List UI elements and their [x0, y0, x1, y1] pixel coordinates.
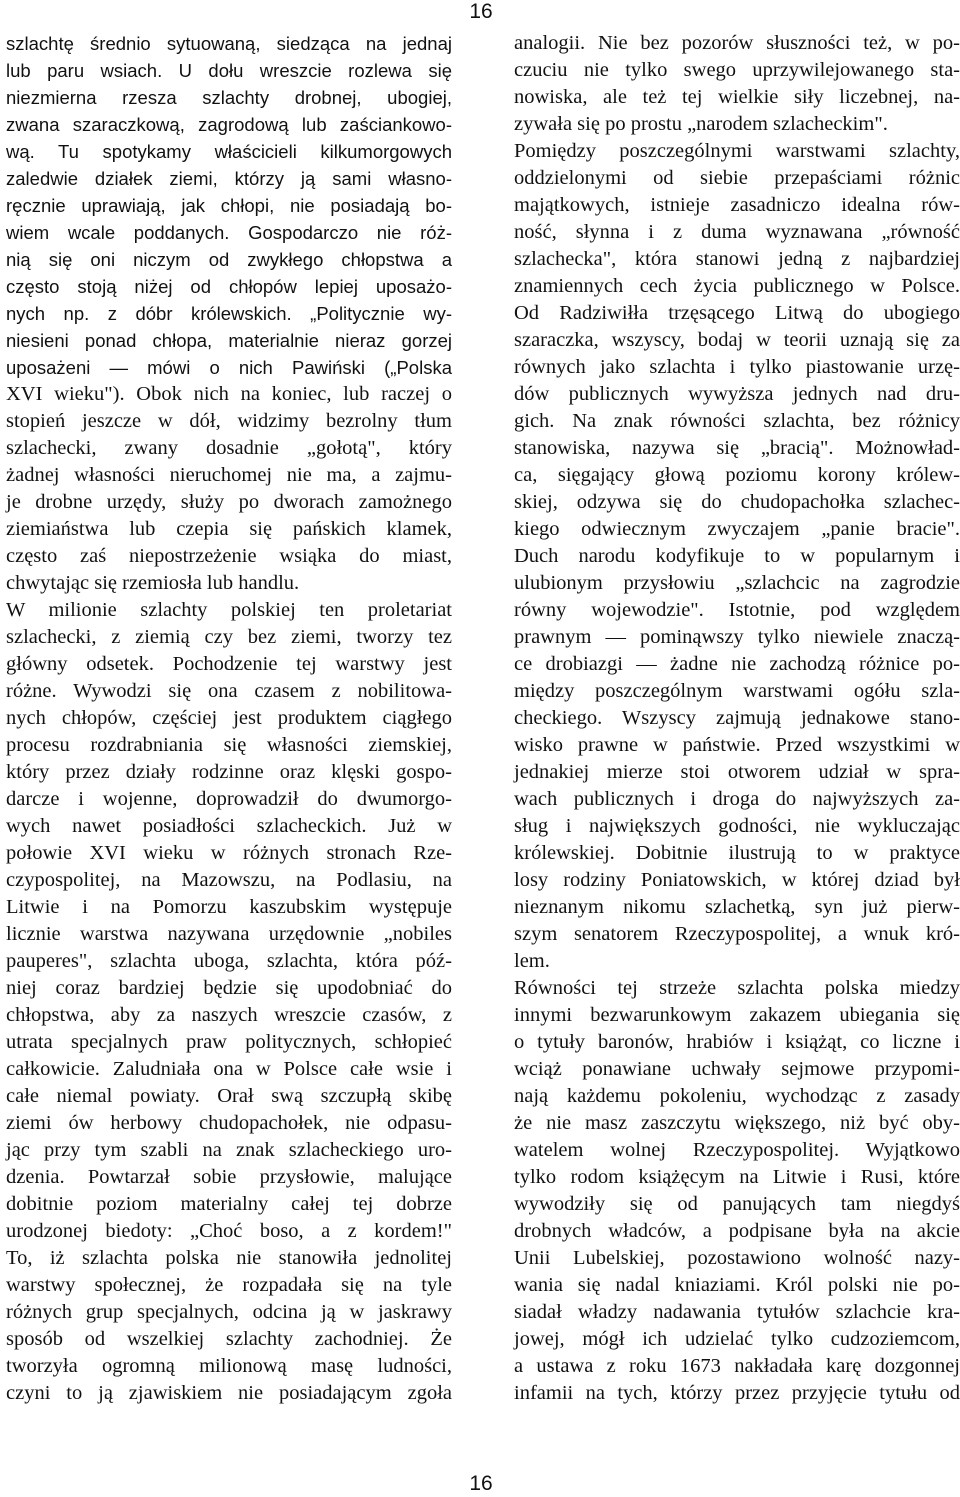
text-line: o tytuły baronów, hrabiów i książąt, co liczne i	[514, 1031, 960, 1053]
text-line: nych chłopów, częściej jest produktem ciągłego	[6, 707, 452, 729]
text-line: infamii na tych, którzy przez przyjęcie tytułu od	[514, 1382, 960, 1404]
text-line: różne. Wywodzi się ona czasem z nobilitowa-	[6, 680, 452, 702]
text-line: jąc przy tym szabli na znak szlacheckiego uro-	[6, 1139, 452, 1161]
text-line: losy rodziny Poniatowskich, w której dziad był	[514, 869, 960, 891]
text-line: innymi bezwarunkowym zakazem ubiegania się	[514, 1004, 960, 1026]
text-line: nych np. z dóbr królewskich. „Politycznie wy-	[6, 303, 452, 324]
text-line: znamiennych cech życia publicznego w Polsce.	[514, 275, 960, 297]
text-line: wciąż ponawiane uchwały sejmowe przypomi-	[514, 1058, 960, 1080]
text-line: między poszczególnym warstwami ogółu szla-	[514, 680, 960, 702]
text-line: szlachecka", która stanowi jedną z najbardziej	[514, 248, 960, 270]
text-line: Unii Lubelskiej, pozostawiono wolność nazy-	[514, 1247, 960, 1269]
text-line: Od Radziwiłła trzęsącego Litwą do ubogiego	[514, 302, 960, 324]
text-line: nią się oni niczym od zwykłego chłopstwa a	[6, 249, 452, 270]
text-line: że nie masz zaszczytu większego, niż być oby-	[514, 1112, 960, 1134]
text-line: Pomiędzy poszczególnymi warstwami szlachty,	[514, 140, 960, 162]
text-line: watelem wolnej Rzeczypospolitej. Wyjątkowo	[514, 1139, 960, 1161]
text-line: W milionie szlachty polskiej ten proletariat	[6, 599, 452, 621]
text-line: niej coraz bardziej będzie się upodobniać do	[6, 977, 452, 999]
text-line: nają każdemu pokoleniu, wychodząc z zasady	[514, 1085, 960, 1107]
text-line: szlachecki, zwany dosadnie „gołotą", który	[6, 437, 452, 459]
text-line: drobnych władców, a podpisane była na akcie	[514, 1220, 960, 1242]
text-line: wania się nadal kniaziami. Król polski nie po-	[514, 1274, 960, 1296]
text-line: szlachtę średnio sytuowaną, siedząca na jednaj	[6, 33, 452, 54]
text-line: zaledwie działek ziemi, którzy ją sami własno-	[6, 168, 452, 189]
text-line: dobitnie poziom materialny całej tej dobrze	[6, 1193, 452, 1215]
text-line: Litwie i na Pomorzu kaszubskim występuje	[6, 896, 452, 918]
text-line: Duch narodu kodyfikuje to w popularnym i	[514, 545, 960, 567]
text-line: To, iż szlachta polska nie stanowiła jednolitej	[6, 1247, 452, 1269]
text-line: utrata specjalnych praw politycznych, schłopieć	[6, 1031, 452, 1053]
text-line: lem.	[514, 950, 550, 972]
text-line: dzenia. Powtarzał sobie przysłowie, malujące	[6, 1166, 452, 1188]
text-line: zwana szaraczkową, zagrodową lub zaściankowo-	[6, 114, 452, 135]
text-line: wisko prawne w państwie. Przed wszystkimi w	[514, 734, 960, 756]
text-line: ność, słynna i z duma wyznawana „równość	[514, 221, 960, 243]
text-line: tworzyła ogromną milionową masę ludności,	[6, 1355, 452, 1377]
text-line: chwytając się rzemiosła lub handlu.	[6, 572, 300, 594]
text-line: dów publicznych wywyższa jednych nad dru-	[514, 383, 960, 405]
text-line: pauperes", szlachta uboga, szlachta, która póź-	[6, 950, 452, 972]
text-line: stopień jeszcze w dół, widzimy bezrolny tłum	[6, 410, 452, 432]
text-line: checkiego. Wszyscy zajmują jednakowe stano-	[514, 707, 960, 729]
text-line: często stoją niżej od chłopów lepiej uposażo-	[6, 276, 452, 297]
text-line: je drobne urzędy, służy po dworach zamożnego	[6, 491, 452, 513]
text-line: nowiska, ale też tej wielkie siły liczebnej, na-	[514, 86, 960, 108]
text-line: warstwy społecznej, że rozpadała się na tyle	[6, 1274, 452, 1296]
text-line: siadał władzy nadawania tytułów szlachcie kra-	[514, 1301, 960, 1323]
text-line: wą. Tu spotykamy właścicieli kilkumorgowych	[6, 141, 452, 162]
text-line: skiej, odzywa się do chudopachołka szlachec-	[514, 491, 960, 513]
text-line: ca, sięgający głową poziomu korony królew-	[514, 464, 960, 486]
text-line: jednakiej mierze stoi otworem udział w spra-	[514, 761, 960, 783]
text-line: całkowicie. Zaludniała ona w Polsce całe wsie i	[6, 1058, 452, 1080]
text-line: chłopstwa, aby za naszych wreszcie czasów, z	[6, 1004, 452, 1026]
text-line: wywodziły się od panujących tam niegdyś	[514, 1193, 960, 1215]
text-line: sposób od wszelkiej szlachty zachodniej. Że	[6, 1328, 452, 1350]
text-line: równych jako szlachta i tylko piastowanie urzę-	[514, 356, 960, 378]
text-line: urodzonej biedoty: „Choć boso, a z kordem!"	[6, 1220, 452, 1242]
text-line: ziemi ów herbowy chudopachołek, nie odpasu-	[6, 1112, 452, 1134]
text-line: ziemiaństwa lub czepia się pańskich klamek,	[6, 518, 452, 540]
text-line: prawnym — pominąwszy tylko niewiele znaczą-	[514, 626, 960, 648]
text-line: wiem wcale poddanych. Gospodarczo nie róż-	[6, 222, 452, 243]
text-line: darcze i wojenne, doprowadził do dwumorgo-	[6, 788, 452, 810]
text-line: sług i największych godności, nie wykluczając	[514, 815, 960, 837]
text-line: szlachecki, z ziemią czy bez ziemi, tworzy tez	[6, 626, 452, 648]
text-line: ce drobiazgi — żadne nie zachodzą różnice po-	[514, 653, 960, 675]
text-line: gich. Na znak równości szlachta, bez różnicy	[514, 410, 960, 432]
text-line: czyni to ją zjawiskiem nie posiadającym zgoła	[6, 1382, 452, 1404]
text-line: majątkowych, istnieje zasadniczo idealna rów-	[514, 194, 960, 216]
text-line: zywała się po prostu „narodem szlacheckim".	[514, 113, 888, 135]
page-number-top: 16	[469, 0, 493, 23]
text-line: nieznanym nikomu szlachetką, syn już pierw-	[514, 896, 960, 918]
text-line: stanowiska, nazywa się „bracią". Możnowład-	[514, 437, 960, 459]
text-line: który przez działy rodzinne oraz klęski gospo-	[6, 761, 452, 783]
text-line: XVI wieku"). Obok nich na koniec, lub raczej o	[6, 383, 452, 405]
text-line: równy wojewodzie". Istotnie, pod względem	[514, 599, 960, 621]
text-line: Równości tej strzeże szlachta polska miedzy	[514, 977, 960, 999]
right-text-column	[514, 30, 960, 1407]
text-line: główny odsetek. Pochodzenie tej warstwy jest	[6, 653, 452, 675]
text-line: procesu rozdrabniania się własności ziemskiej,	[6, 734, 452, 756]
text-line: niesieni ponad chłopa, materialnie nieraz gorzej	[6, 330, 452, 351]
text-line: tylko rodom książęcym na Litwie i Rusi, które	[514, 1166, 960, 1188]
text-line: wach publicznych i droga do najwyższych za-	[514, 788, 960, 810]
text-line: uposażeni — mówi o nich Pawiński („Polska	[6, 357, 452, 378]
text-line: często zaś niepostrzeżenie wsiąka do miast,	[6, 545, 452, 567]
text-line: analogii. Nie bez pozorów słuszności też, w po-	[514, 32, 960, 54]
left-text-column	[6, 30, 452, 1407]
text-line: czuciu nie tylko swego uprzywilejowanego sta-	[514, 59, 960, 81]
text-line: całe niemal powiaty. Orał swą szczupłą skibę	[6, 1085, 452, 1107]
text-line: ręcznie uprawiają, jak chłopi, nie posiadają bo-	[6, 195, 452, 216]
text-line: lub paru wsiach. U dołu wreszcie rozlewa się	[6, 60, 452, 81]
text-line: szym senatorem Rzeczypospolitej, a wnuk kró-	[514, 923, 960, 945]
text-line: połowie XVI wieku w różnych stronach Rze-	[6, 842, 452, 864]
text-line: kiego odwiecznym zwyczajem „panie bracie".	[514, 518, 960, 540]
text-line: jowej, mógł ich udzielać tylko cudzoziemcom,	[514, 1328, 960, 1350]
text-line: a ustawa z roku 1673 nakładała karę dozgonnej	[514, 1355, 960, 1377]
text-line: czypospolitej, na Mazowszu, na Podlasiu, na	[6, 869, 452, 891]
text-line: różnych grup specjalnych, odcina ją w jaskrawy	[6, 1301, 452, 1323]
text-line: królewskiej. Dobitnie ilustrują to w praktyce	[514, 842, 960, 864]
text-line: szaraczka, wszyscy, bodaj w teorii uznają się za	[514, 329, 960, 351]
text-line: wych nawet posiadłości szlacheckich. Już w	[6, 815, 452, 837]
text-line: ulubionym przysłowiu „szlachcic na zagrodzie	[514, 572, 960, 594]
text-line: niezmierna rzesza szlachty drobnej, ubogiej,	[6, 87, 452, 108]
text-line: licznie warstwa nazywana urzędownie „nobiles	[6, 923, 452, 945]
text-line: żadnej własności nieruchomej nie ma, a zajmu-	[6, 464, 452, 486]
page-number-bottom: 16	[469, 1472, 493, 1495]
text-line: oddzielonymi od siebie przepaściami różnic	[514, 167, 960, 189]
